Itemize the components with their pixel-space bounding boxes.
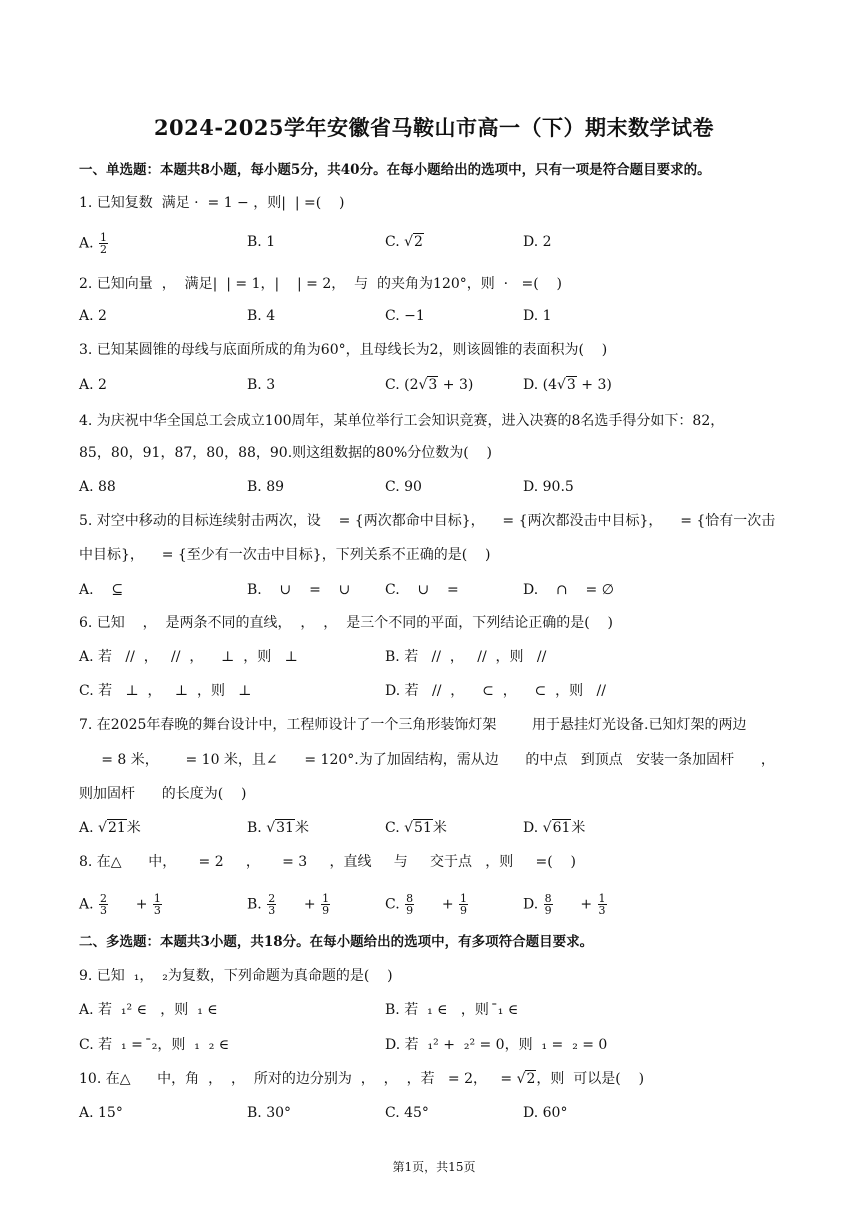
question-7-stem-line1: 7. 在2025年春晚的舞台设计中，工程师设计了一个三角形装饰灯架 用于悬挂灯光设备.已知灯架的两边 (79, 717, 747, 733)
question-1-option-d: D. 2 (523, 234, 552, 250)
question-1-option-b: B. 1 (247, 234, 276, 250)
question-8-option-b: B. $\frac{2}{3}$ + $\frac{1}{9}$ (247, 892, 330, 917)
question-8-stem: 8. 在△ 中， = 2 ， = 3 ，直线 与 交于点 ，则 =( ) (79, 854, 577, 870)
radicand: 61 (552, 820, 571, 836)
fraction (321, 893, 330, 916)
radicand: 3 (428, 377, 438, 393)
question-5-option-c: C. ∪ = (385, 582, 459, 598)
question-10-option-c: C. 45° (385, 1105, 429, 1121)
page-title: 2024-2025学年安徽省马鞍山市高一（下）期末数学试卷 (153, 115, 715, 140)
question-1-stem: 1. 已知复数 满足 · = 1 − ，则| | =( ) (79, 195, 345, 211)
denominator: 3 (100, 904, 108, 917)
sqrt: √3 (557, 377, 576, 393)
option-unit: 米 (432, 820, 447, 836)
question-9-stem: 9. 已知 ₁， ₂为复数，下列命题为真命题的是( ) (79, 968, 393, 984)
question-9-option-a: A. 若 ₁² ∈ ，则 ₁ ∈ (79, 1002, 218, 1018)
option-label: D. (523, 820, 543, 836)
question-6-option-a: A. 若 // ， // ， ⊥ ，则 ⊥ (79, 649, 298, 665)
fraction (598, 893, 607, 916)
question-4-option-a: A. 88 (79, 479, 116, 495)
sqrt: √3 (418, 377, 438, 393)
fraction (153, 893, 162, 916)
question-10-stem (79, 1069, 644, 1089)
option-label: B. (247, 820, 267, 836)
numerator: 1 (460, 892, 468, 905)
option-label: A. (79, 896, 94, 913)
question-5-option-a: A. ⊆ (79, 582, 124, 598)
question-7-option-d (523, 818, 585, 838)
option-tail: + 3) (438, 377, 474, 393)
question-1-option-c (385, 232, 424, 252)
denominator: 9 (406, 904, 414, 917)
stem-text: ，则 可以是( ) (536, 1071, 645, 1087)
radicand: 2 (526, 1071, 536, 1087)
fraction (267, 893, 276, 916)
question-6-option-c: C. 若 ⊥ ， ⊥ ，则 ⊥ (79, 683, 252, 699)
fraction (544, 893, 553, 916)
question-6-stem: 6. 已知 ， 是两条不同的直线， ， ， 是三个不同的平面，下列结论正确的是( ) (79, 615, 613, 631)
section-heading-single-choice: 一、单选题：本题共8小题，每小题5分，共40分。在每小题给出的选项中，只有一项是符合题目要求的。 (79, 162, 711, 178)
question-7-option-b (247, 818, 309, 838)
question-5-option-d: D. ∩ = ∅ (523, 582, 614, 598)
option-unit: 米 (571, 820, 586, 836)
question-7-stem-line3: 则加固杆 的长度为( ) (79, 786, 247, 802)
question-5-stem-line2: 中目标}， = {至少有一次击中目标}，下列关系不正确的是( ) (79, 547, 491, 563)
option-label: C. (2 (385, 377, 419, 393)
question-10-option-b: B. 30° (247, 1105, 292, 1121)
option-tail: + 3) (576, 377, 612, 393)
question-7-option-a (79, 818, 141, 838)
question-7-stem-line2: = 8 米， = 10 米，且∠ = 120°.为了加固结构，需从边 的中点 到顶点 安装一条加固杆 ， (79, 752, 775, 768)
radicand: 31 (276, 820, 294, 836)
numerator: 8 (406, 892, 414, 905)
question-10-option-a: A. 15° (79, 1105, 123, 1121)
question-4-option-c: C. 90 (385, 479, 422, 495)
question-3-option-b: B. 3 (247, 377, 276, 393)
numerator: 2 (100, 892, 108, 905)
question-3-option-d (523, 375, 612, 395)
numerator: 1 (322, 892, 330, 905)
radicand: 21 (107, 820, 126, 836)
question-4-stem-line1: 4. 为庆祝中华全国总工会成立100周年，某单位举行工会知识竞赛，进入决赛的8名选手得分如下：82， (79, 413, 725, 429)
option-label: D. (523, 896, 539, 913)
denominator: 9 (322, 904, 330, 917)
sqrt: √21 (98, 820, 126, 836)
question-8-option-a: A. $\frac{2}{3}$ + $\frac{1}{3}$ (79, 892, 161, 917)
denominator: 3 (153, 904, 161, 917)
option-label: D. (4 (523, 377, 557, 393)
fraction (459, 893, 468, 916)
question-6-option-b: B. 若 // ， // ，则 // (385, 649, 547, 665)
question-3-option-a: A. 2 (79, 377, 107, 393)
question-2-option-a: A. 2 (79, 308, 107, 324)
page-footer: 第1页，共15页 (392, 1160, 476, 1174)
question-4-option-d: D. 90.5 (523, 479, 574, 495)
numerator: 1 (100, 231, 108, 244)
question-4-stem-line2: 85，80，91，87，80，88，90.则这组数据的80%分位数为( ) (79, 445, 492, 461)
fraction (99, 232, 108, 255)
question-9-option-d: D. 若 ₁² + ₂² = 0，则 ₁ = ₂ = 0 (385, 1037, 608, 1053)
option-label: C. (385, 234, 405, 250)
question-5-stem-line1: 5. 对空中移动的目标连续射击两次，设 = {两次都命中目标}， = {两次都没击中目标}， = {恰有一次击 (79, 513, 776, 529)
radicand: 2 (414, 234, 423, 250)
question-4-option-b: B. 89 (247, 479, 285, 495)
question-9-option-b: B. 若 ₁ ∈ ，则 ̄₁ ∈ (385, 1002, 519, 1018)
question-2-option-b: B. 4 (247, 308, 276, 324)
question-2-option-c: C. −1 (385, 308, 425, 324)
radicand: 3 (566, 377, 576, 393)
fraction (99, 893, 108, 916)
numerator: 8 (544, 892, 552, 905)
fraction (405, 893, 414, 916)
question-5-option-b: B. ∪ = ∪ (247, 582, 351, 598)
section-heading-multiple-choice: 二、多选题：本题共3小题，共18分。在每小题给出的选项中，有多项符合题目要求。 (79, 934, 594, 950)
sqrt: √31 (266, 820, 294, 836)
denominator: 2 (100, 243, 108, 256)
sqrt: √61 (542, 820, 571, 836)
numerator: 1 (598, 892, 606, 905)
radicand: 51 (414, 820, 432, 836)
option-unit: 米 (294, 820, 309, 836)
question-10-option-d: D. 60° (523, 1105, 568, 1121)
question-8-option-d: D. $\frac{8}{9}$ + $\frac{1}{3}$ (523, 892, 606, 917)
denominator: 9 (544, 904, 552, 917)
numerator: 1 (153, 892, 161, 905)
question-6-option-d: D. 若 // ， ⊂ ， ⊂ ，则 // (385, 683, 606, 699)
denominator: 3 (598, 904, 606, 917)
denominator: 9 (460, 904, 468, 917)
option-label: C. (385, 896, 400, 913)
question-8-option-c: C. $\frac{8}{9}$ + $\frac{1}{9}$ (385, 892, 468, 917)
sqrt: √2 (404, 234, 423, 250)
question-2-stem: 2. 已知向量 ， 满足| | = 1，| | = 2， 与 的夹角为120°，则 · =( ) (79, 276, 562, 292)
sqrt: √2 (516, 1071, 536, 1087)
stem-text: 10. 在△ 中，角 ， ， 所对的边分别为 ， ， ，若 = 2， = (79, 1071, 517, 1087)
option-label: A. (79, 235, 99, 252)
sqrt: √51 (404, 820, 432, 836)
option-unit: 米 (126, 820, 141, 836)
question-2-option-d: D. 1 (523, 308, 552, 324)
question-1-option-a (79, 232, 109, 255)
question-7-option-c (385, 818, 447, 838)
question-3-option-c (385, 375, 473, 395)
question-9-option-c: C. 若 ₁ = ̄₂，则 ₁ ₂ ∈ (79, 1037, 230, 1053)
option-label: A. (79, 820, 99, 836)
denominator: 3 (268, 904, 276, 917)
numerator: 2 (268, 892, 276, 905)
question-3-stem: 3. 已知某圆锥的母线与底面所成的角为60°，且母线长为2，则该圆锥的表面积为( ) (79, 342, 608, 358)
option-label: B. (247, 896, 262, 913)
option-label: C. (385, 820, 405, 836)
